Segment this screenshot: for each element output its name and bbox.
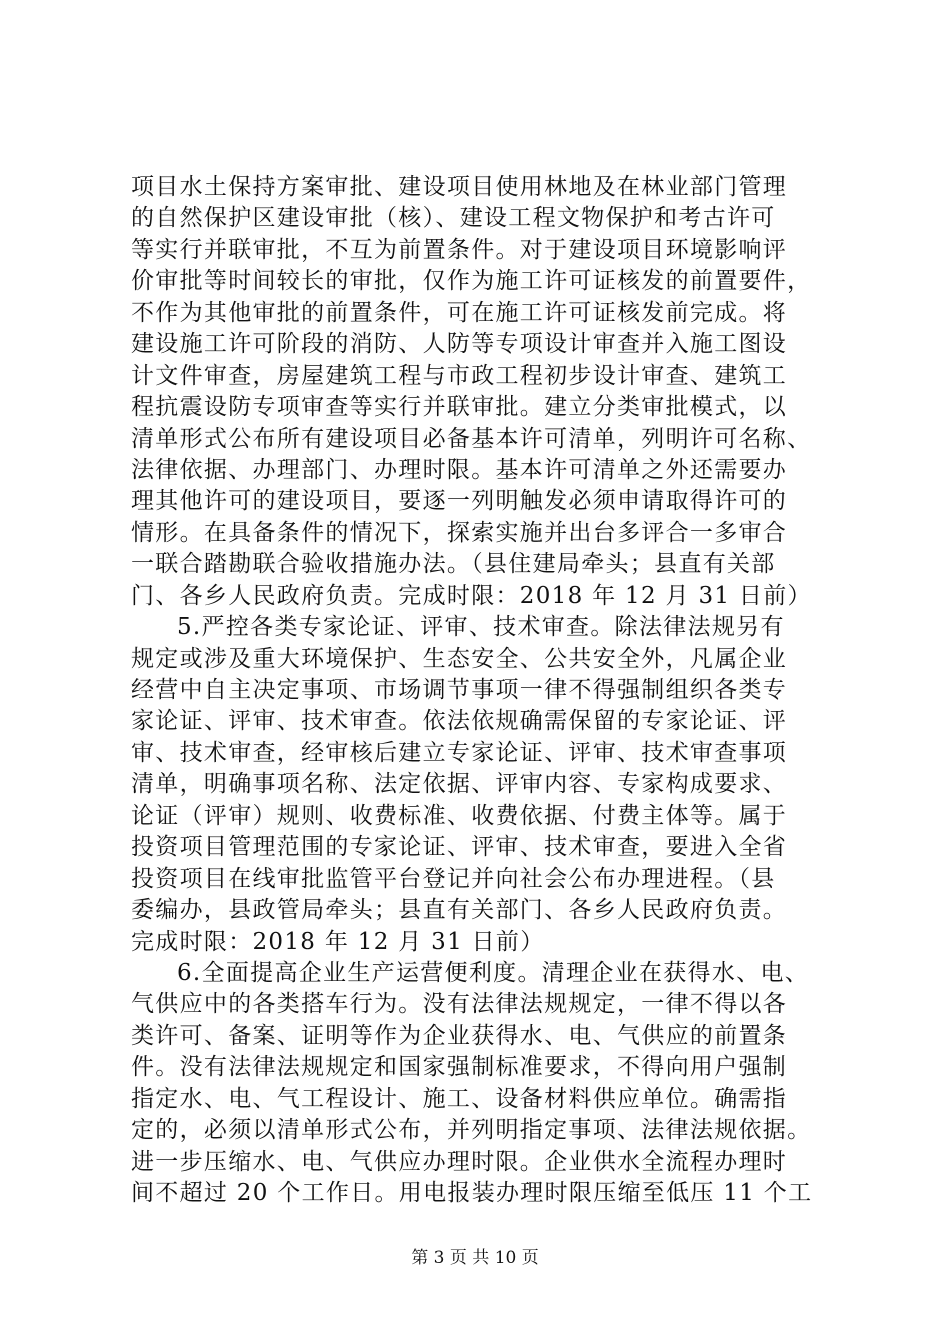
text-line: 经营中自主决定事项、市场调节事项一律不得强制组织各类专: [131, 677, 788, 703]
text-line: 委编办，县政管局牵头；县直有关部门、各乡人民政府负责。: [131, 897, 788, 924]
paragraph-start-5: 5.严控各类专家论证、评审、技术审查。除法律法规另有: [177, 614, 785, 641]
text-line: 气供应中的各类搭车行为。没有法律法规规定，一律不得以各: [131, 991, 788, 1018]
text-line: 建设施工许可阶段的消防、人防等专项设计审查并入施工图设: [131, 331, 788, 358]
text-line: 清单形式公布所有建设项目必备基本许可清单，列明许可名称、: [131, 425, 812, 452]
text-line: 论证（评审）规则、收费标准、收费依据、付费主体等。属于: [131, 802, 788, 829]
body-text: [131, 172, 839, 1209]
text-line: 门、各乡人民政府负责。完成时限：2018 年 12 月 31 日前）: [131, 582, 812, 609]
text-line: 定的，必须以清单形式公布，并列明指定事项、法律法规依据。: [131, 1117, 812, 1144]
text-line: 件。没有法律法规规定和国家强制标准要求，不得向用户强制: [131, 1054, 788, 1081]
text-line: 家论证、评审、技术审查。依法依规确需保留的专家论证、评: [131, 708, 788, 735]
text-line: 计文件审查，房屋建筑工程与市政工程初步设计审查、建筑工: [131, 362, 788, 389]
text-line: 投资项目在线审批监管平台登记并向社会公布办理进程。（县: [131, 865, 776, 892]
text-line: 清单，明确事项名称、法定依据、评审内容、专家构成要求、: [131, 771, 788, 798]
text-line: 进一步压缩水、电、气供应办理时限。企业供水全流程办理时: [131, 1148, 788, 1175]
text-line: 一联合踏勘联合验收措施办法。（县住建局牵头；县直有关部: [131, 551, 776, 578]
text-line: 完成时限：2018 年 12 月 31 日前）: [131, 928, 545, 955]
page-number-footer: 第 3 页 共 10 页: [411, 1248, 539, 1268]
text-line: 项目水土保持方案审批、建设项目使用林地及在林业部门管理: [131, 174, 788, 200]
text-line: 的自然保护区建设审批（核）、建设工程文物保护和考古许可: [131, 205, 776, 232]
text-line: 法律依据、办理部门、办理时限。基本许可清单之外还需要办: [131, 456, 788, 483]
text-line: 规定或涉及重大环境保护、生态安全、公共安全外，凡属企业: [131, 645, 788, 672]
text-line: 理其他许可的建设项目，要逐一列明触发必须申请取得许可的: [131, 488, 788, 515]
text-line: 等实行并联审批，不互为前置条件。对于建设项目环境影响评: [131, 236, 788, 263]
text-line: 不作为其他审批的前置条件，可在施工许可证核发前完成。将: [131, 299, 788, 326]
text-line: 情形。在具备条件的情况下，探索实施并出台多评合一多审合: [131, 519, 788, 546]
text-line: 间不超过 20 个工作日。用电报装办理时限压缩至低压 11 个工: [131, 1180, 813, 1206]
text-line: 程抗震设防专项审查等实行并联审批。建立分类审批模式，以: [131, 394, 788, 421]
text-line: 审、技术审查，经审核后建立专家论证、评审、技术审查事项: [131, 739, 788, 766]
text-line: 价审批等时间较长的审批，仅作为施工许可证核发的前置要件，: [131, 268, 812, 295]
text-line: 类许可、备案、证明等作为企业获得水、电、气供应的前置条: [131, 1022, 788, 1049]
paragraph-start-6: 6.全面提高企业生产运营便利度。清理企业在获得水、电、: [177, 959, 810, 986]
text-line: 指定水、电、气工程设计、施工、设备材料供应单位。确需指: [131, 1085, 788, 1112]
text-line: 投资项目管理范围的专家论证、评审、技术审查，要进入全省: [131, 834, 788, 861]
